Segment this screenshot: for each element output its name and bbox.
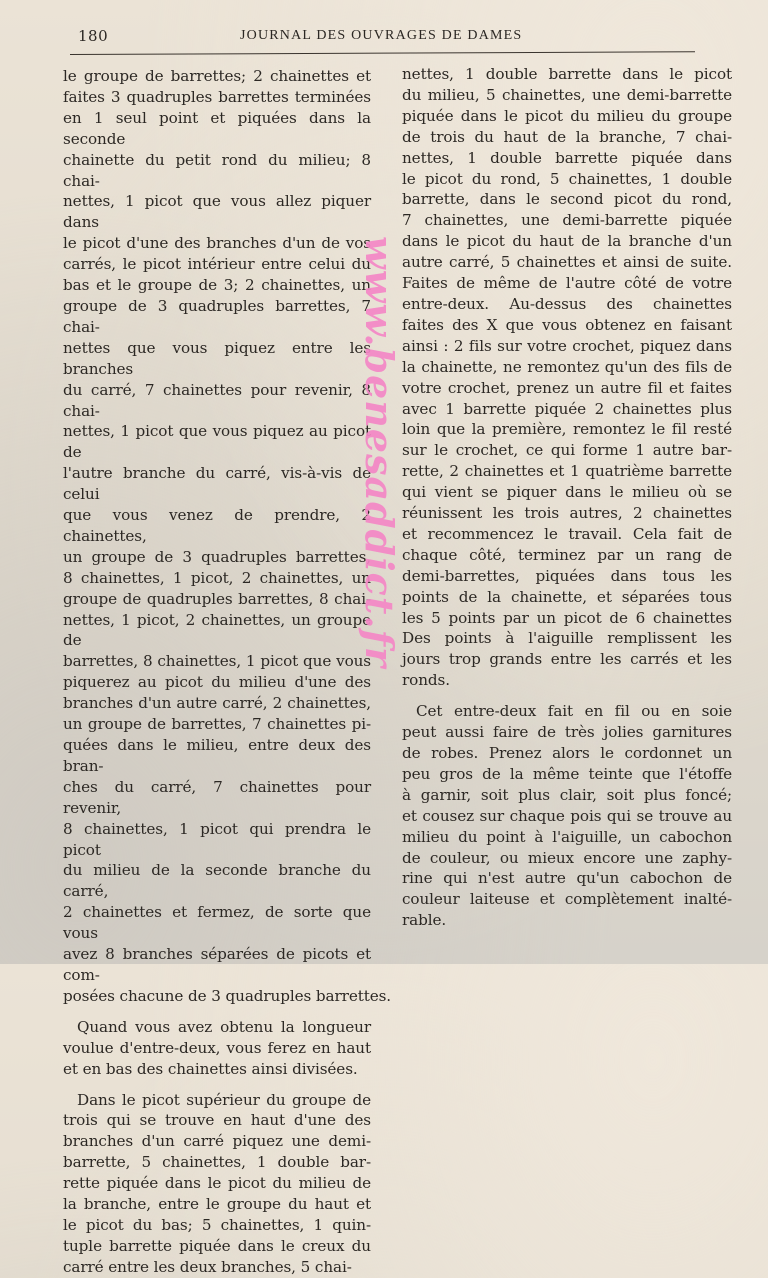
paragraph (402, 64, 732, 691)
paragraph (63, 1090, 371, 1278)
text-line: nettes, 1 double barrette piquée dans (402, 148, 732, 167)
text-line: barrette, 5 chainettes, 1 double bar- (63, 1153, 371, 1172)
text-line: bas et le groupe de 3; 2 chainettes, un (63, 276, 371, 295)
text-line: rable. (402, 911, 447, 930)
text-line: un groupe de 3 quadruples barrettes, (63, 547, 371, 566)
text-line: réunissent les trois autres, 2 chainettes (402, 504, 732, 523)
text-line: le picot du bas; 5 chainettes, 1 quin- (63, 1215, 371, 1234)
paragraph-gap (402, 691, 732, 701)
text-line: barrette, dans le second picot du rond, (402, 190, 732, 209)
text-line: piquerez au picot du milieu d'une des (63, 673, 371, 692)
text-line: posées chacune de 3 quadruples barrettes. (63, 986, 392, 1005)
text-line: du milieu de la seconde branche du carré, (63, 861, 371, 901)
text-line: points de la chainette, et séparées tous (402, 587, 732, 606)
text-line: nettes, 1 picot que vous allez piquer dans (63, 192, 371, 232)
watermark: www.benesaddict.fr (357, 236, 402, 668)
text-line: avez 8 branches séparées de picots et com- (63, 945, 371, 984)
text-line: carré entre les deux branches, 5 chai- (63, 1257, 352, 1276)
text-line: ches du carré, 7 chainettes pour revenir, (63, 777, 371, 817)
text-line: le picot du rond, 5 chainettes, 1 double (402, 169, 732, 188)
text-line: qui vient se piquer dans le milieu où se (402, 483, 732, 502)
text-line: quées dans le milieu, entre deux des bran- (63, 736, 371, 775)
paragraph (402, 701, 732, 931)
text-line: l'autre branche du carré, vis-à-vis de celui (63, 464, 371, 504)
page-header (70, 27, 690, 49)
text-line: faites des X que vous obtenez en faisant (402, 315, 732, 334)
text-line: nettes que vous piquez entre les branches (63, 338, 371, 378)
text-line: barrettes, 8 chainettes, 1 picot que vous (63, 652, 371, 671)
paragraph (63, 1017, 371, 1080)
text-line: groupe de 3 quadruples barrettes, 7 chai- (63, 296, 371, 336)
text-line: demi-barrettes, piquées dans tous les (402, 566, 732, 585)
text-line: la chainette, ne remontez qu'un des fils de (402, 357, 732, 376)
text-line: le picot d'une des branches d'un de vos (63, 234, 371, 253)
text-line: que vous venez de prendre, 2 chainettes, (63, 506, 371, 545)
text-line: nettes, 1 picot, 2 chainettes, un groupe de (63, 610, 371, 650)
text-line: de couleur, ou mieux encore une zaphy- (402, 848, 732, 867)
text-line: les 5 points par un picot de 6 chainettes (402, 608, 732, 627)
text-line: avec 1 barrette piquée 2 chainettes plus (402, 399, 732, 418)
text-line: ainsi : 2 fils sur votre crochet, piquez dans (402, 336, 732, 355)
text-line: sur le crochet, ce qui forme 1 autre bar- (402, 441, 732, 460)
text-line: rette, 2 chainettes et 1 quatrième barrette (402, 462, 732, 481)
text-line: Cet entre-deux fait en fil ou en soie (416, 702, 732, 721)
text-line: la branche, entre le groupe du haut et (63, 1195, 371, 1214)
text-line: de trois du haut de la branche, 7 chai- (402, 127, 732, 146)
text-line: carrés, le picot intérieur entre celui du (63, 255, 371, 274)
right-column (402, 64, 732, 931)
text-line: et recommencez le travail. Cela fait de (402, 524, 732, 543)
text-line: Des points à l'aiguille remplissent les (402, 629, 732, 648)
text-line: et en bas des chainettes ainsi divisées. (63, 1059, 358, 1078)
text-line: de robes. Prenez alors le cordonnet un (402, 744, 732, 762)
paragraph-gap (63, 1080, 371, 1090)
text-line: un groupe de barrettes, 7 chainettes pi- (63, 715, 371, 734)
text-line: en 1 seul point et piquées dans la seconde (63, 108, 371, 148)
text-line: voulue d'entre-deux, vous ferez en haut (63, 1038, 371, 1057)
text-line: milieu du point à l'aiguille, un cabochon (402, 827, 732, 846)
text-line: tuple barrette piquée dans le creux du (63, 1236, 371, 1255)
page-number: 180 (78, 27, 109, 45)
text-line: du carré, 7 chainettes pour revenir, 8 chai- (63, 380, 371, 420)
text-line: du milieu, 5 chainettes, une demi-barrette (402, 85, 732, 104)
text-line: et cousez sur chaque pois qui se trouve au (402, 806, 732, 825)
text-line: peu gros de la même teinte que l'étoffe (402, 764, 732, 783)
paragraph-gap (63, 1007, 371, 1017)
text-line: faites 3 quadruples barrettes terminées (63, 87, 371, 106)
text-line: couleur laiteuse et complètement inalté- (402, 890, 732, 909)
text-line: chainette du petit rond du milieu; 8 chai- (63, 150, 371, 190)
header-rule (70, 51, 695, 55)
text-line: piquée dans le picot du milieu du groupe (402, 106, 732, 125)
text-line: le groupe de barrettes; 2 chainettes et (63, 67, 371, 85)
text-line: entre-deux. Au-dessus des chainettes (402, 294, 732, 313)
text-line: branches d'un autre carré, 2 chainettes, (63, 694, 371, 713)
text-line: autre carré, 5 chainettes et ainsi de suite. (402, 253, 732, 272)
text-line: dans le picot du haut de la branche d'un (402, 232, 732, 251)
text-line: groupe de quadruples barrettes, 8 chai- (63, 589, 371, 608)
text-line: chaque côté, terminez par un rang de (402, 545, 732, 564)
text-line: rette piquée dans le picot du milieu de (63, 1174, 371, 1193)
text-line: jours trop grands entre les carrés et les (402, 650, 732, 669)
text-line: 8 chainettes, 1 picot, 2 chainettes, un (63, 568, 371, 587)
text-line: à garnir, soit plus clair, soit plus foncé; (402, 785, 732, 804)
text-line: Dans le picot supérieur du groupe de (77, 1090, 371, 1109)
text-line: Quand vous avez obtenu la longueur (77, 1017, 371, 1036)
text-line: 8 chainettes, 1 picot qui prendra le picot (63, 819, 371, 859)
text-line: branches d'un carré piquez une demi- (63, 1132, 371, 1151)
text-line: rine qui n'est autre qu'un cabochon de (402, 869, 732, 888)
text-line: Faites de même de l'autre côté de votre (402, 274, 732, 293)
text-line: trois qui se trouve en haut d'une des (63, 1111, 371, 1130)
text-line: peut aussi faire de très jolies garnitures (402, 723, 732, 742)
text-line: votre crochet, prenez un autre fil et faites (402, 378, 732, 397)
text-line: loin que la première, remontez le fil resté (402, 420, 732, 439)
text-line: 2 chainettes et fermez, de sorte que vous (63, 903, 371, 943)
text-line: nettes, 1 double barrette dans le picot (402, 65, 732, 83)
running-title: JOURNAL DES OUVRAGES DE DAMES (240, 28, 523, 43)
text-line: ronds. (402, 671, 450, 690)
text-line: 7 chainettes, une demi-barrette piquée (402, 211, 732, 230)
text-line: nettes, 1 picot que vous piquez au picot de (63, 422, 371, 462)
